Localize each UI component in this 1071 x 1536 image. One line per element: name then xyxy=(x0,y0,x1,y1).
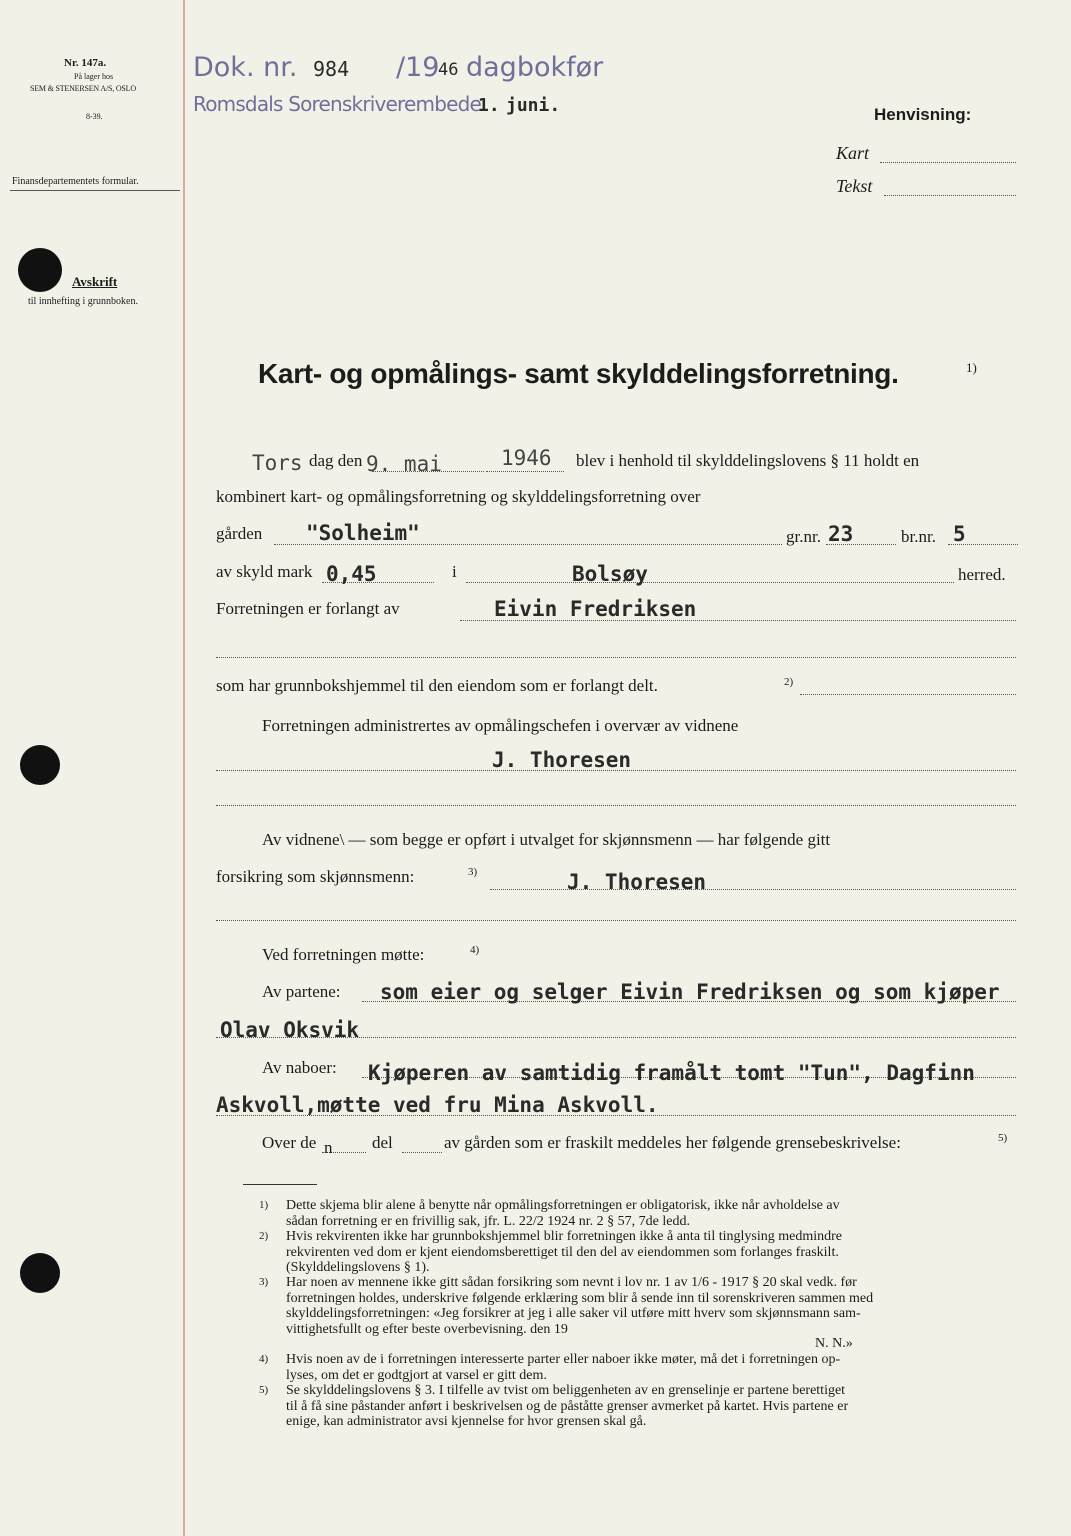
footnote-mark: 5) xyxy=(259,1384,269,1396)
brnr-typed: 5 xyxy=(953,522,966,546)
footnote-separator xyxy=(243,1184,317,1185)
footnote-line: forretningen holdes, underskrive følgende erklæring som blir å sende inn til sorenskriveren sammen med xyxy=(286,1290,874,1306)
reference-map-field[interactable] xyxy=(880,162,1016,163)
punch-hole xyxy=(18,248,62,292)
grnr-label: gr.nr. xyxy=(786,527,821,546)
margin-line xyxy=(183,0,185,1536)
witness-typed: J. Thoresen xyxy=(492,748,632,772)
stamp-month: juni. xyxy=(506,95,561,116)
herred-label: herred. xyxy=(958,565,1006,584)
footnote-line: N. N.» xyxy=(815,1336,853,1351)
footnote-mark: 4) xyxy=(259,1353,269,1365)
parties-label: Av partene: xyxy=(262,982,341,1001)
tax-label: av skyld mark xyxy=(216,562,313,581)
stamp-year-prefix: /19 xyxy=(396,52,440,83)
assurance-typed: J. Thoresen xyxy=(567,870,707,894)
admin-line: Forretningen administrertes av opmålingschefen i overvær av vidnene xyxy=(262,716,739,735)
footnote-line: til å få sine påstander anført i beskrivelsen og de påståtte grenser avmerket på kartet. Hvis partene er xyxy=(286,1398,849,1414)
farm-typed: "Solheim" xyxy=(306,521,420,545)
stamp-office: Romsdals Sorenskriverembede xyxy=(193,92,482,116)
title-line-note: 2) xyxy=(784,676,794,688)
document-title: Kart- og opmålings- samt skylddelingsforretning. xyxy=(258,358,899,389)
requested-typed: Eivin Fredriksen xyxy=(494,597,697,621)
title-note: 1) xyxy=(966,360,977,375)
copy-note: til innhefting i grunnboken. xyxy=(28,296,138,307)
parties-typed-1: som eier og selger Eivin Fredriksen og som kjøper xyxy=(380,980,1000,1004)
footnote-line: Dette skjema blir alene å benytte når opmålingsforretningen er obligatorisk, ikke når avholdelse av xyxy=(286,1198,840,1213)
reference-heading: Henvisning: xyxy=(874,105,972,124)
neighbours-typed-1: Kjøperen av samtidig framålt tomt "Tun", Dagfinn xyxy=(368,1061,975,1085)
met-label: Ved forretningen møtte: xyxy=(262,945,425,964)
stamp-doc-number: 984 xyxy=(313,57,350,81)
form-number: Nr. 147a. xyxy=(64,57,107,69)
divider xyxy=(10,190,180,191)
footnote-line: rekvirenten ved dom er kjent eiendomsberettiget til den del av eiendommen som forlanges fraskilt. xyxy=(286,1244,839,1260)
over-typed: n xyxy=(324,1138,333,1157)
line1-rest: blev i henhold til skylddelingslovens § 11 holdt en xyxy=(576,451,920,470)
line2: kombinert kart- og opmålingsforretning og skylddelingsforretning over xyxy=(216,487,701,506)
farm-label: gården xyxy=(216,524,263,543)
publisher-line2: SEM & STENERSEN A/S, OSLO xyxy=(30,84,136,93)
requested-label: Forretningen er forlangt av xyxy=(216,599,400,618)
assurance-note: 3) xyxy=(468,866,478,878)
assurance-label: forsikring som skjønnsmenn: xyxy=(216,867,415,886)
stamp-journal: dagbokfør xyxy=(466,52,604,83)
footnote-line: Har noen av mennene ikke gitt sådan forsikring som nevnt i lov nr. 1 av 1/6 - 1917 § 20 skal vedk. før xyxy=(286,1275,857,1290)
footnote-line: (Skylddelingslovens § 1). xyxy=(286,1260,430,1275)
witnesses-line: Av vidnene\ — som begge er opført i utvalget for skjønnsmenn — har følgende gitt xyxy=(262,830,831,849)
punch-hole xyxy=(20,1253,60,1293)
boundary-note: 5) xyxy=(998,1132,1008,1144)
neighbours-typed-2: Askvoll,møtte ved fru Mina Askvoll. xyxy=(216,1093,659,1117)
tax-typed: 0,45 xyxy=(326,562,377,586)
stamp-year-suffix: 46 xyxy=(438,60,459,80)
footnote-line: enige, kan administrator avsi kjennelse for hvor grensen skal gå. xyxy=(286,1414,647,1429)
footnote-line: Se skylddelingslovens § 3. I tilfelle av tvist om beliggenheten av en grenselinje er partene berettiget xyxy=(286,1383,846,1398)
punch-hole xyxy=(20,745,60,785)
footnote-line: sådan forretning er en frivillig sak, jfr. L. 22/2 1924 nr. 2 § 57, 7de ledd. xyxy=(286,1213,690,1229)
reference-text-field[interactable] xyxy=(884,195,1016,196)
boundary-line: av gården som er fraskilt meddeles her følgende grensebeskrivelse: xyxy=(444,1133,901,1152)
reference-map-label: Kart xyxy=(836,143,870,163)
weekday-typed: Tors xyxy=(252,451,303,475)
footnote-line: vittighetsfullt og efter beste overbevisning. den 19 xyxy=(286,1321,568,1337)
met-note: 4) xyxy=(470,944,480,956)
title-line: som har grunnbokshjemmel til den eiendom som er forlangt delt. xyxy=(216,676,658,695)
parties-typed-2: Olav Oksvik xyxy=(220,1018,360,1042)
footnote-line: lyses, om det er godtgjort at varsel er gitt dem. xyxy=(286,1367,547,1383)
neighbours-label: Av naboer: xyxy=(262,1058,337,1077)
brnr-label: br.nr. xyxy=(901,527,936,546)
reference-text-label: Tekst xyxy=(836,176,873,196)
publisher-line1: På lager hos xyxy=(74,72,114,81)
del-label: del xyxy=(372,1133,393,1152)
copy-label: Avskrift xyxy=(72,274,118,289)
grnr-typed: 23 xyxy=(828,522,854,546)
year-typed: 1946 xyxy=(501,446,552,470)
footnote-line: Hvis noen av de i forretningen interesserte parter eller naboer ikke møter, må det i forretningen op- xyxy=(286,1352,841,1367)
publisher-date-code: 8-39. xyxy=(86,112,103,121)
footnote-line: Hvis rekvirenten ikke har grunnbokshjemmel blir forretningen ikke å anta til tinglysing medmindre xyxy=(286,1229,842,1244)
footnote-mark: 3) xyxy=(259,1276,269,1288)
municipality-typed: Bolsøy xyxy=(572,562,648,586)
over-label: Over de xyxy=(262,1133,317,1152)
dag-den-label: dag den xyxy=(309,451,363,470)
footnote-mark: 1) xyxy=(259,1199,269,1211)
date-typed: 9. mai xyxy=(366,452,442,476)
stamp-doc-prefix: Dok. nr. xyxy=(193,52,298,83)
in-label: i xyxy=(452,562,457,581)
footnote-mark: 2) xyxy=(259,1230,269,1242)
stamp-day: 1. xyxy=(478,95,500,116)
ministry-label: Finansdepartementets formular. xyxy=(12,176,139,187)
footnote-line: skylddelingsforretningen: «Jeg forsikrer at jeg i alle saker vil utføre mitt hverv som skjønnsmann sam- xyxy=(286,1306,861,1321)
